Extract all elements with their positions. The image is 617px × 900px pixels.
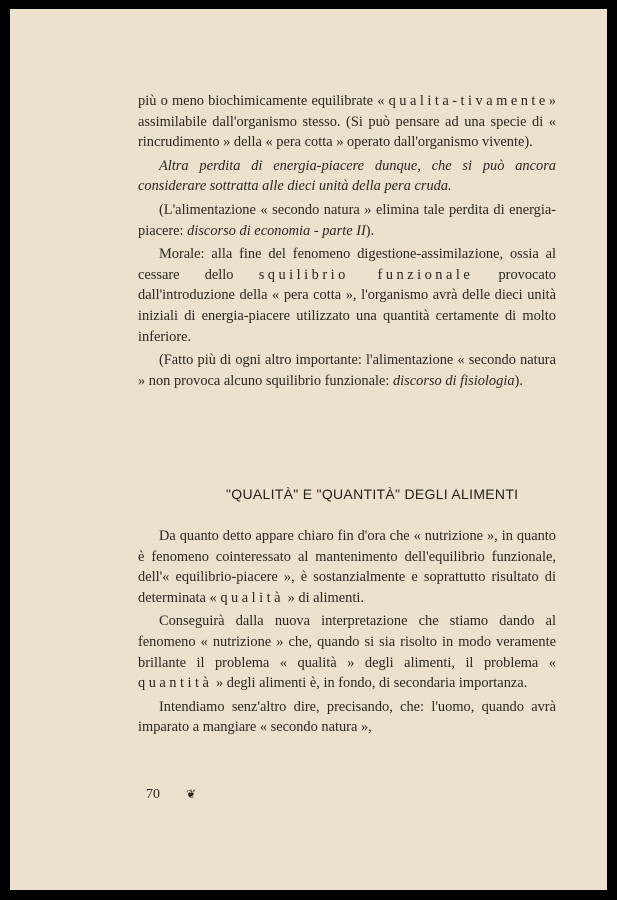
spaced-text: quantità (138, 675, 213, 692)
page-number: 70 (146, 787, 160, 802)
text-run: provocato dall'introduzione della « pera cotta », l'organismo avrà delle dieci unità iniziali di energia-piacere utilizzato una quantità certamente di molto inferiore. (138, 266, 557, 345)
text-run: Intendiamo senz'altro dire, precisando, che: l'uomo, quando avrà imparato a mangiare « secondo natura », (138, 698, 556, 736)
paragraph (138, 697, 556, 738)
paragraph (138, 91, 556, 153)
spaced-text: qualita-tivamente (388, 93, 549, 109)
text-run: più o meno biochimicamente equilibrate « (138, 93, 389, 109)
text-run: » assimilabile dall'organismo stesso. (Si può pensare ad una specie di « rincrudimento » della « pera cotta » operato dall'organismo vivente). (138, 93, 556, 151)
paragraph (138, 526, 556, 608)
paragraph (138, 200, 556, 241)
text-run: ). (365, 222, 375, 239)
text-block-bottom (138, 526, 556, 741)
paragraph (138, 156, 556, 197)
text-run: Conseguirà dalla nuova interpretazione che stiamo dando al fenomeno « nutrizione » che, quando si sia risolto in modo veramente brillante il problema « qualità » degli alimenti, il problema « (138, 613, 556, 671)
book-page (10, 9, 607, 890)
section-heading: "QUALITÀ" E "QUANTITÀ" DEGLI ALIMENTI (226, 486, 519, 502)
text-run: Morale: alla fine del fenomeno digestione-assimilazione, ossia al cessare dello (138, 246, 556, 283)
fleuron-ornament-icon: ❦ (186, 787, 197, 801)
paragraph (138, 350, 556, 391)
paragraph (138, 244, 556, 347)
text-run: » di alimenti. (283, 589, 364, 606)
text-block-top (138, 91, 556, 394)
text-run: (Fatto più di ogni altro importante: l'alimentazione « secondo natura » non provoca alcuno squilibrio funzionale: (138, 352, 556, 389)
paragraph (138, 611, 556, 693)
text-run: Da quanto detto appare chiaro fin d'ora che « nutrizione », in quanto è fenomeno cointeressato al mantenimento dell'equilibrio funzionale, dell'« equilibrio-piacere », è sostanzialmente e soprattutto risultato di determinata « (138, 528, 556, 606)
italic-text: Altra perdita di energia-piacere dunque, che si può ancora considerare sottratta alle dieci unità della pera cruda. (138, 157, 556, 195)
italic-text: discorso di fisiologia (392, 372, 515, 389)
spaced-text: qualità (220, 589, 284, 606)
text-run: (L'alimentazione « secondo natura » elimina tale perdita di energia-piacere: (138, 201, 556, 239)
text-run: » degli alimenti è, in fondo, di secondaria importanza. (212, 675, 528, 692)
text-run: ). (514, 372, 523, 389)
spaced-text: squilibrio funzionale (258, 266, 474, 283)
italic-text: discorso di economia - parte II (187, 222, 366, 239)
